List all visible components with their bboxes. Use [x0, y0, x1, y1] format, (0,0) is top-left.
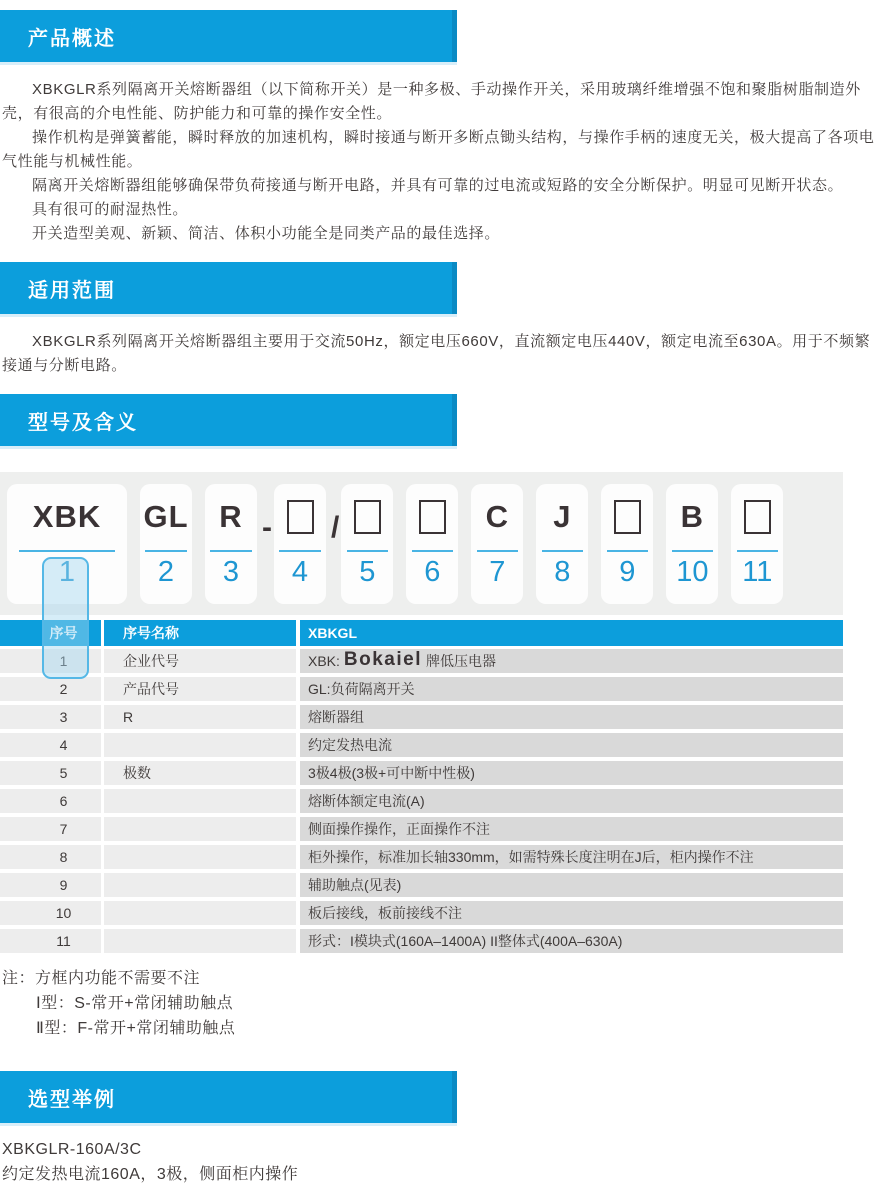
- row-desc-cell: 熔断体额定电流(A): [300, 789, 843, 813]
- row-desc-cell: 柜外操作，标准加长轴330mm，如需特殊长度注明在J后，柜内操作不注: [300, 845, 843, 869]
- placeholder-square-icon: [419, 500, 446, 534]
- model-segment-3: [205, 484, 257, 604]
- section-title: 产品概述: [28, 27, 116, 50]
- segment-code: [354, 484, 381, 550]
- segment-code: C: [485, 499, 510, 534]
- row-name-cell: [104, 929, 296, 953]
- row-desc-cell: GL:负荷隔离开关: [300, 677, 843, 701]
- row-name-cell: R: [104, 705, 296, 729]
- header-cell-name: 序号名称: [104, 620, 296, 646]
- model-diagram-row: [0, 472, 843, 615]
- row-number-cell: 6: [0, 789, 101, 813]
- model-segment-11: [731, 484, 783, 604]
- row-number-cell: 10: [0, 901, 101, 925]
- segment-code: B: [680, 499, 705, 534]
- example-model: XBKGLR-160A/3C: [2, 1141, 142, 1158]
- header-cell-no: 序号: [0, 620, 101, 646]
- row-desc-cell: 板后接线，板前接线不注: [300, 901, 843, 925]
- segment-code: J: [553, 499, 572, 534]
- note-line: Ⅱ型：F-常开+常闭辅助触点: [36, 1020, 236, 1037]
- section-header-model: [0, 394, 457, 446]
- segment-underline: [477, 550, 519, 552]
- placeholder-square-icon: [744, 500, 771, 534]
- model-segment-8: [536, 484, 588, 604]
- model-area: [0, 472, 882, 953]
- segment-code: [614, 484, 641, 550]
- segment-underline: [347, 550, 389, 552]
- model-segment-10: [666, 484, 718, 604]
- segment-underline: [737, 550, 779, 552]
- section-title: 适用范围: [28, 279, 116, 302]
- row-number-cell: 3: [0, 705, 101, 729]
- paragraph: 隔离开关熔断器组能够确保带负荷接通与断开电路，并具有可靠的过电流或短路的安全分断保护。明显可见断开状态。: [32, 177, 844, 194]
- table-row: [0, 845, 843, 869]
- segment-underline: [542, 550, 584, 552]
- table-row: [0, 901, 843, 925]
- table-row: [0, 677, 843, 701]
- placeholder-square-icon: [354, 500, 381, 534]
- row-name-cell: [104, 789, 296, 813]
- segment-underline: [412, 550, 454, 552]
- model-segment-1: [7, 484, 127, 604]
- notes-block: [2, 966, 882, 1041]
- table-row: [0, 789, 843, 813]
- row-number-cell: 4: [0, 733, 101, 757]
- row-desc-cell: 形式：I模块式(160A–1400A) II整体式(400A–630A): [300, 929, 843, 953]
- table-row: [0, 733, 843, 757]
- model-segment-7: [471, 484, 523, 604]
- segment-separator: -: [262, 511, 272, 544]
- paragraph: 操作机构是弹簧蓄能，瞬时释放的加速机构，瞬时接通与断开多断点锄头结构，与操作手柄的速度无关，极大提高了各项电气性能与机械性能。: [2, 129, 875, 170]
- table-row: [0, 817, 843, 841]
- overview-paragraphs: [2, 78, 880, 246]
- segment-number: 3: [222, 556, 240, 588]
- example-block: [2, 1137, 880, 1187]
- meaning-table: [0, 620, 843, 953]
- meaning-table-body: [0, 649, 843, 953]
- segment-underline: [210, 550, 252, 552]
- section-title: 选型举例: [28, 1088, 116, 1111]
- model-segment-9: [601, 484, 653, 604]
- scope-paragraphs: [2, 330, 880, 378]
- segment-number: 9: [619, 556, 636, 588]
- row-desc-cell: 3极4极(3极+可中断中性极): [300, 761, 843, 785]
- segment-underline: [279, 550, 321, 552]
- segment-number: 1: [58, 556, 76, 588]
- paragraph: XBKGLR系列隔离开关熔断器组主要用于交流50Hz，额定电压660V，直流额定电压440V，额定电流至630A。用于不频繁接通与分断电路。: [2, 333, 871, 374]
- row-number-cell: 8: [0, 845, 101, 869]
- segment-underline: [672, 550, 714, 552]
- row-number-cell: 1: [0, 649, 101, 673]
- segment-underline: [145, 550, 187, 552]
- section-header-example: [0, 1071, 457, 1123]
- model-segment-4: [274, 484, 326, 604]
- table-row: [0, 649, 843, 673]
- segment-code: XBK: [32, 499, 102, 534]
- segment-code: GL: [143, 499, 189, 534]
- section-header-overview: [0, 10, 457, 62]
- segment-underline: [607, 550, 649, 552]
- segment-number: 5: [359, 556, 376, 588]
- row-name-cell: 企业代号: [104, 649, 296, 673]
- segment-number: 7: [489, 556, 506, 588]
- segment-separator: /: [331, 511, 340, 544]
- table-row: [0, 705, 843, 729]
- model-segment-6: [406, 484, 458, 604]
- paragraph: 具有很可的耐湿热性。: [32, 201, 189, 218]
- segment-number: 10: [676, 556, 709, 588]
- row-name-cell: [104, 733, 296, 757]
- row-desc-cell: XBK: Bokaiel 牌低压电器: [300, 649, 843, 673]
- segment-number: 11: [742, 556, 773, 588]
- row-number-cell: 7: [0, 817, 101, 841]
- placeholder-square-icon: [614, 500, 641, 534]
- segment-number: 8: [554, 556, 571, 588]
- segment-code: [419, 484, 446, 550]
- segment-code: [287, 484, 314, 550]
- example-description: 约定发热电流160A，3极，侧面柜内操作: [2, 1166, 299, 1183]
- row-desc-cell: 熔断器组: [300, 705, 843, 729]
- segment-number: 4: [291, 556, 309, 588]
- table-row: [0, 929, 843, 953]
- row-name-cell: [104, 817, 296, 841]
- placeholder-square-icon: [287, 500, 314, 534]
- paragraph: XBKGLR系列隔离开关熔断器组（以下简称开关）是一种多极、手动操作开关，采用玻璃纤维增强不饱和聚脂树脂制造外壳，有很高的介电性能、防护能力和可靠的操作安全性。: [2, 81, 861, 122]
- paragraph: 开关造型美观、新颖、简洁、体积小功能全是同类产品的最佳选择。: [32, 225, 501, 242]
- row-desc-cell: 辅助触点(见表): [300, 873, 843, 897]
- meaning-table-header: [0, 620, 843, 646]
- row-number-cell: 2: [0, 677, 101, 701]
- note-line: 注：方框内功能不需要不注: [2, 970, 201, 987]
- row-name-cell: 极数: [104, 761, 296, 785]
- note-line: Ⅰ型：S-常开+常闭辅助触点: [36, 995, 234, 1012]
- row-number-cell: 9: [0, 873, 101, 897]
- segment-code: [744, 484, 771, 550]
- section-header-scope: [0, 262, 457, 314]
- segment-underline: [19, 550, 115, 552]
- row-desc-cell: 侧面操作操作，正面操作不注: [300, 817, 843, 841]
- row-name-cell: [104, 873, 296, 897]
- model-segment-2: [140, 484, 192, 604]
- row-name-cell: 产品代号: [104, 677, 296, 701]
- model-segment-5: [341, 484, 393, 604]
- table-row: [0, 873, 843, 897]
- segment-code: R: [219, 499, 243, 534]
- row-number-cell: 5: [0, 761, 101, 785]
- row-name-cell: [104, 845, 296, 869]
- row-desc-cell: 约定发热电流: [300, 733, 843, 757]
- brand-name: Bokaiel: [343, 649, 422, 670]
- segment-number: 2: [157, 556, 175, 588]
- table-row: [0, 761, 843, 785]
- row-number-cell: 11: [0, 929, 101, 953]
- segment-number: 6: [424, 556, 441, 588]
- row-name-cell: [104, 901, 296, 925]
- section-title: 型号及含义: [28, 411, 138, 434]
- header-cell-model: XBKGL: [300, 620, 843, 646]
